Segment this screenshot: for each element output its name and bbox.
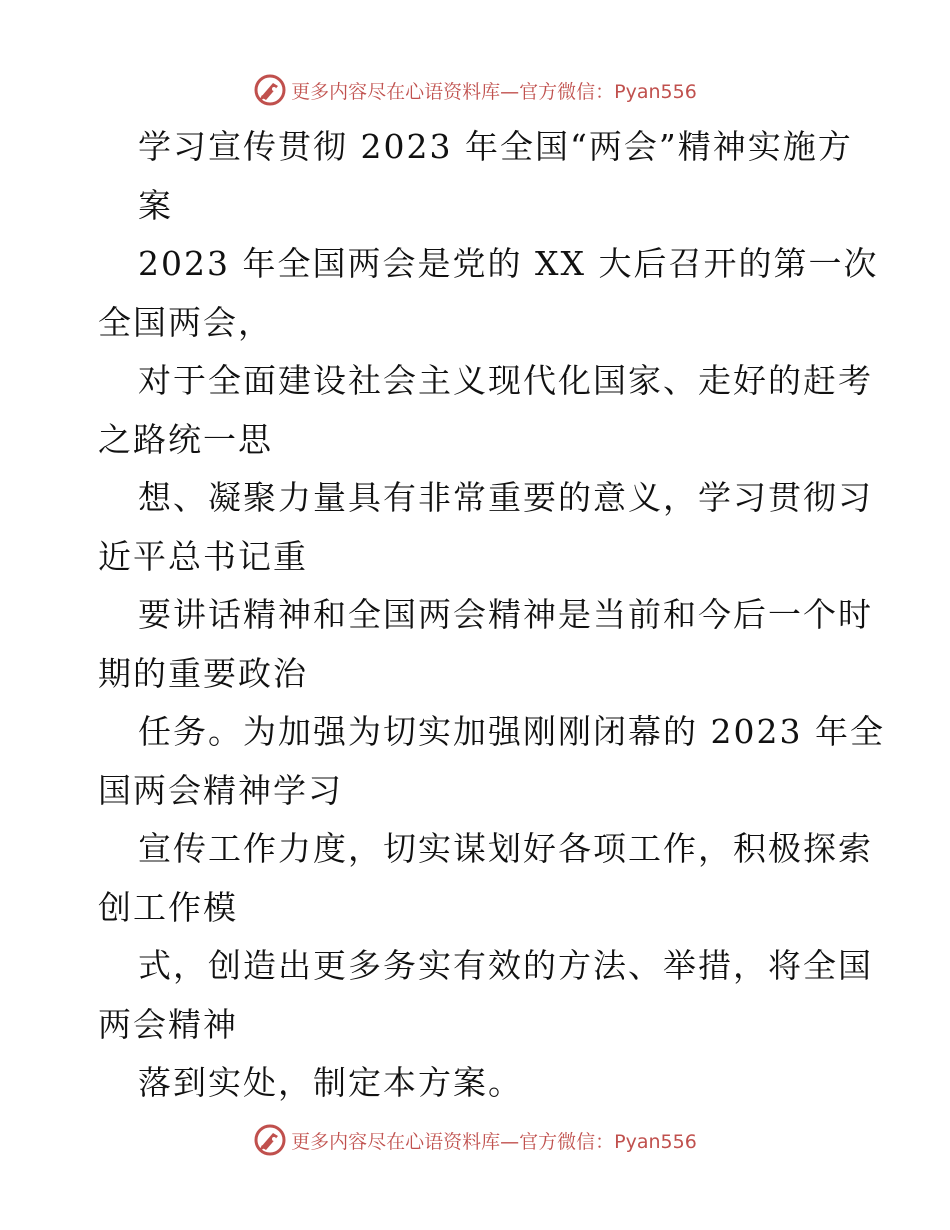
paragraph-line: 宣传工作力度，切实谋划好各项工作，积极探索 [138, 829, 873, 868]
paragraph-line: 对于全面建设社会主义现代化国家、走好的赶考 [138, 361, 873, 400]
paragraph-line: 想、凝聚力量具有非常重要的意义，学习贯彻习 [138, 478, 873, 517]
paragraph-line: 式，创造出更多务实有效的方法、举措，将全国 [138, 946, 873, 985]
paragraph-line: 创工作模 [98, 887, 238, 927]
paragraph-line: 2023 年全国两会是党的 XX 大后召开的第一次 [138, 244, 879, 283]
paragraph-line: 要讲话精神和全国两会精神是当前和今后一个时 [138, 595, 873, 634]
document-title-line-1: 学习宣传贯彻 2023 年全国“两会”精神实施方 [138, 127, 853, 166]
footer-banner-text: 更多内容尽在心语资料库—官方微信：Pyan556 [291, 1130, 697, 1153]
pen-nib-circle-icon [253, 73, 287, 107]
document-title-line-2: 案 [138, 185, 173, 225]
document-body [98, 118, 885, 1113]
paragraph-line: 任务。为加强为切实加强刚刚闭幕的 2023 年全 [138, 712, 885, 751]
paragraph-line: 近平总书记重 [98, 536, 308, 576]
paragraph-line: 国两会精神学习 [98, 770, 343, 810]
footer-banner [0, 1120, 950, 1160]
header-banner-text: 更多内容尽在心语资料库—官方微信：Pyan556 [291, 80, 697, 103]
paragraph-line: 全国两会， [98, 302, 273, 342]
paragraph-line: 之路统一思 [98, 419, 273, 459]
paragraph-line: 落到实处，制定本方案。 [138, 1063, 523, 1102]
paragraph-line: 两会精神 [98, 1004, 238, 1044]
pen-nib-circle-icon [253, 1123, 287, 1157]
paragraph-line: 期的重要政治 [98, 653, 308, 693]
header-banner [0, 70, 950, 110]
